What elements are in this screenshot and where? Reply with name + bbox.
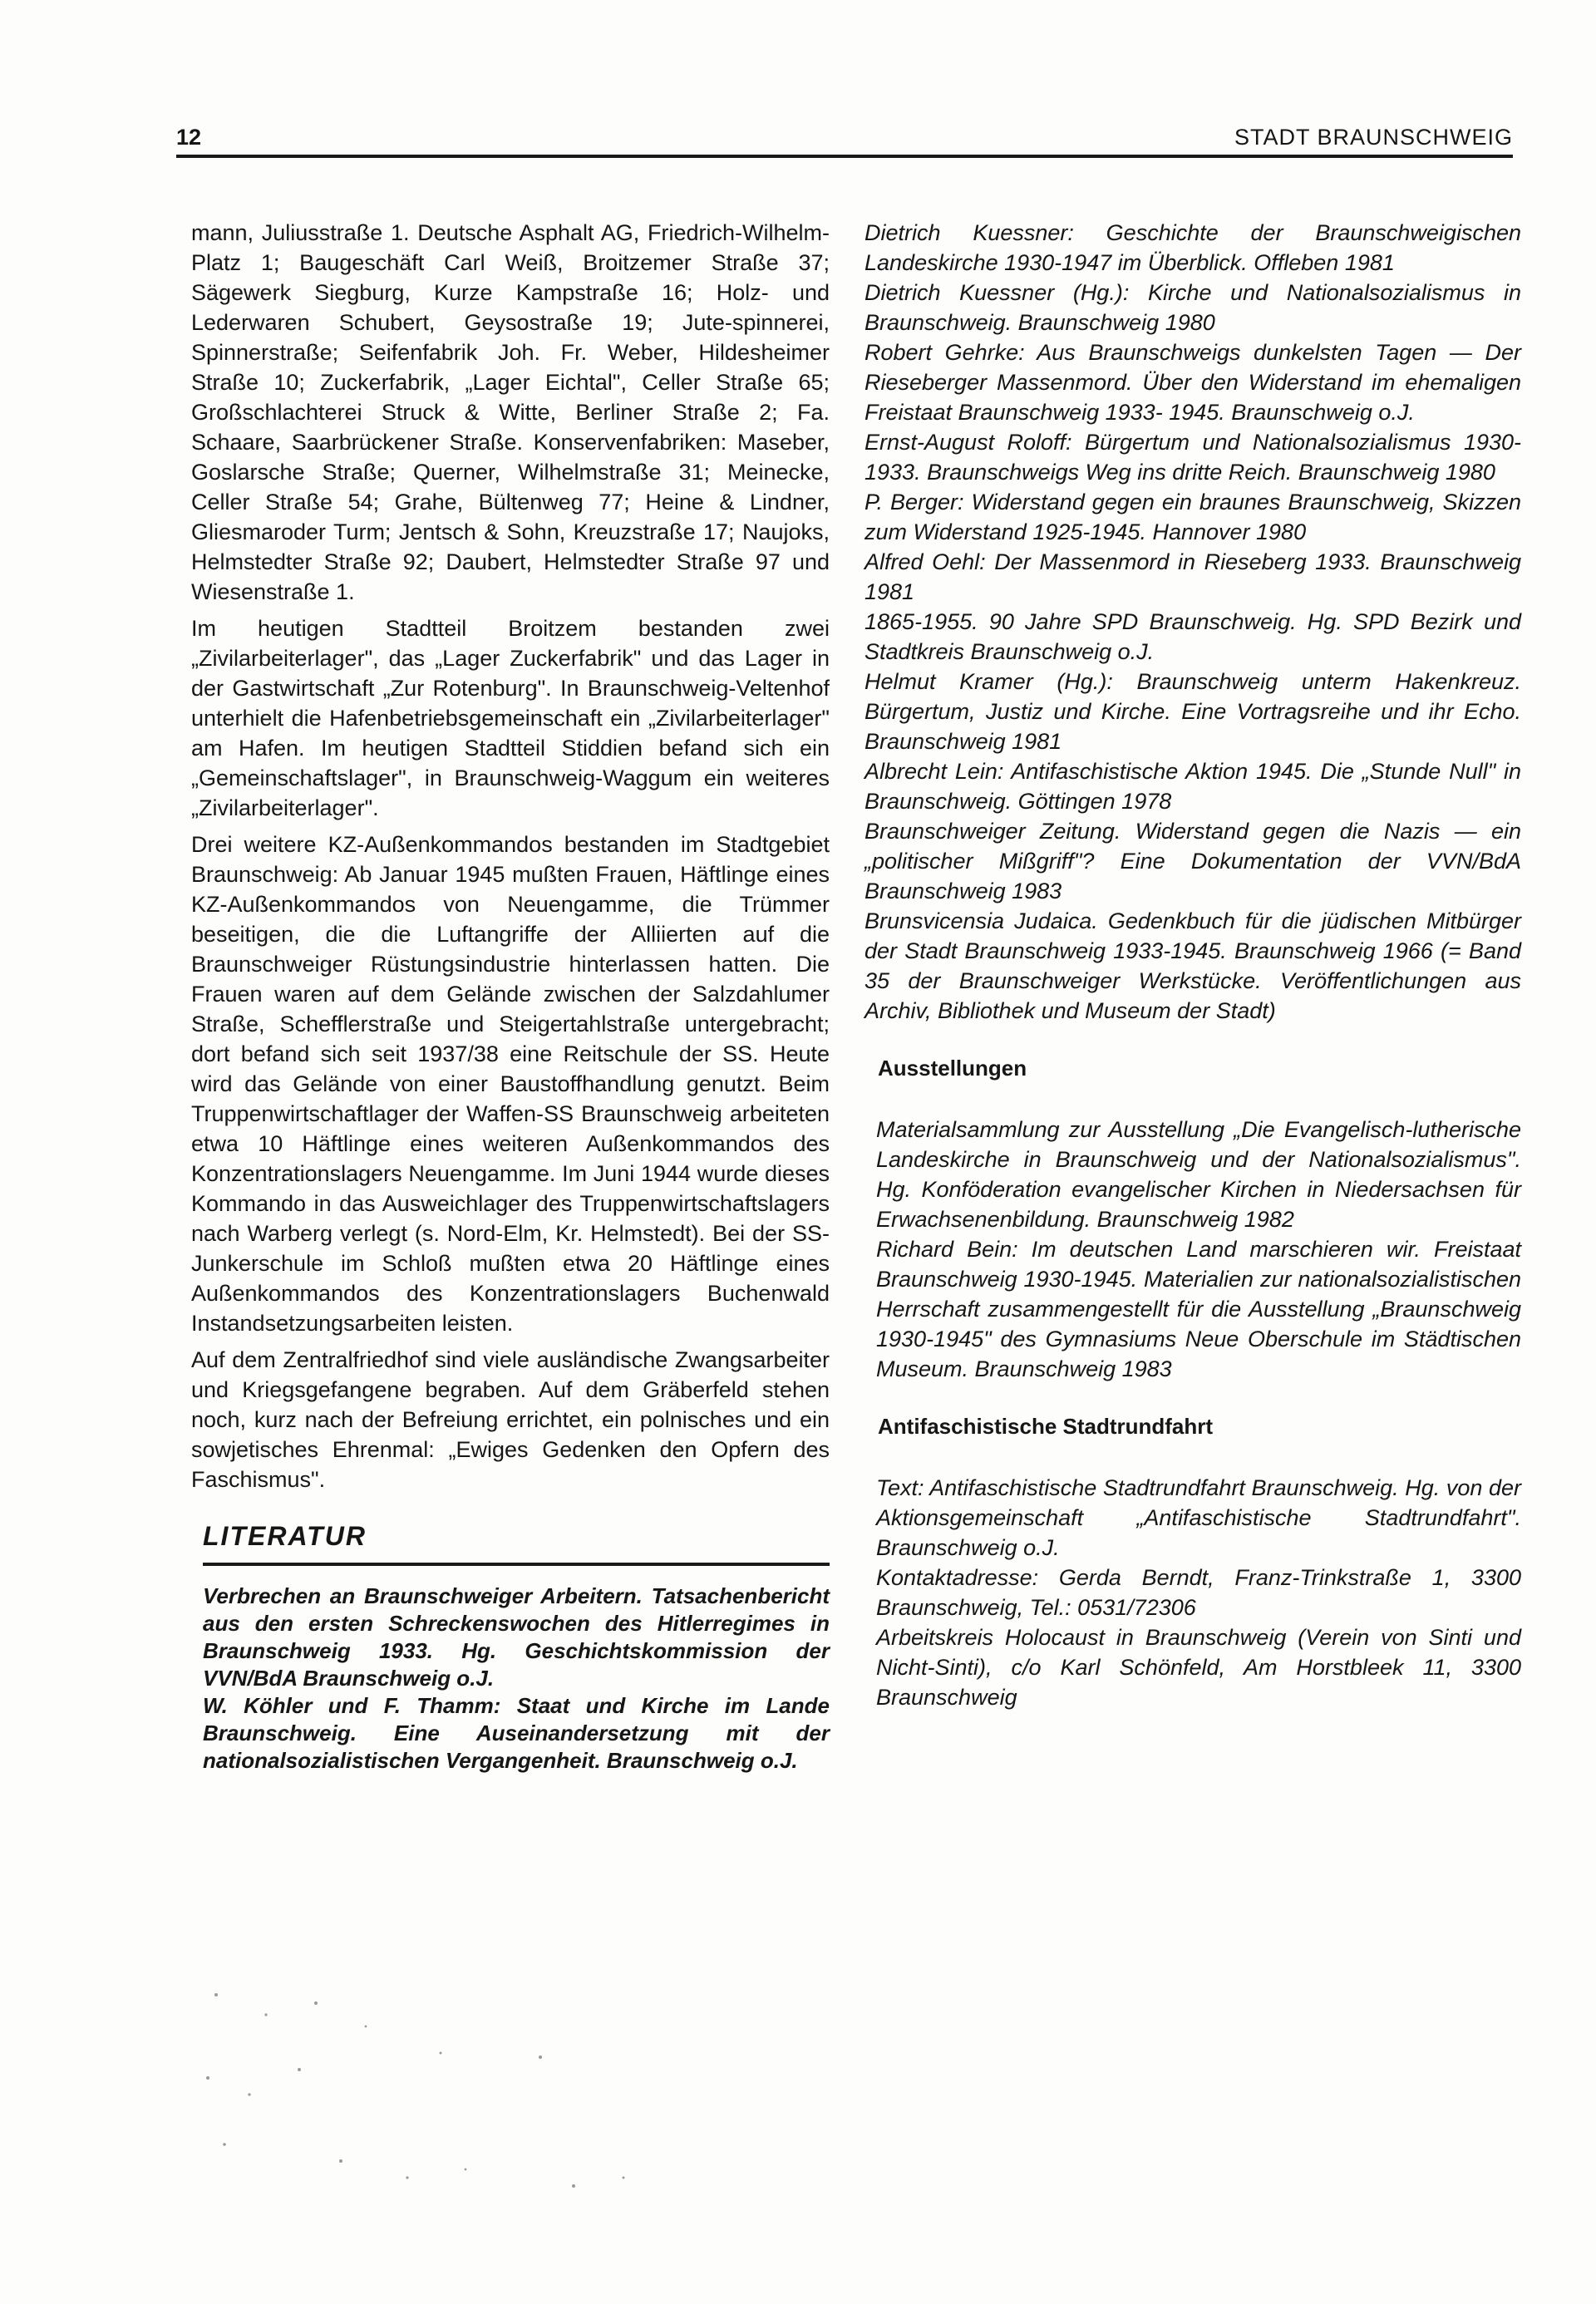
bibliography-entry: Robert Gehrke: Aus Braunschweigs dunkelsten Tagen — Der Rieseberger Massenmord. Über den Widerstand im ehemaligen Freistaat Braunschweig 1933- 1945. Braunschweig o.J.	[864, 340, 1521, 425]
tour-heading: Antifaschistische Stadtrundfahrt	[878, 1414, 1214, 1439]
literature-rule	[203, 1563, 830, 1566]
left-column	[191, 218, 830, 1775]
header-rule	[176, 155, 1513, 158]
right-column	[864, 218, 1521, 1712]
bibliography-entry: Albrecht Lein: Antifaschistische Aktion 1945. Die „Stunde Null" in Braunschweig. Göttingen 1978	[864, 759, 1521, 814]
bibliography-entry: Dietrich Kuessner: Geschichte der Braunschweigischen Landeskirche 1930-1947 im Überblick. Offleben 1981	[864, 220, 1521, 275]
bibliography-entry: Dietrich Kuessner (Hg.): Kirche und Nationalsozialismus in Braunschweig. Braunschweig 1980	[864, 280, 1521, 335]
exhibition-entry: Richard Bein: Im deutschen Land marschieren wir. Freistaat Braunschweig 1930-1945. Materialien zur nationalsozialistischen Herrschaft zusammengestellt für die Ausstellung „Braunschweig 1930-1945" des Gymnasiums Neue Oberschule im Städtischen Museum. Braunschweig 1983	[876, 1237, 1521, 1381]
page-number: 12	[176, 125, 202, 150]
exhibitions-section	[864, 1115, 1521, 1384]
tour-entry: Arbeitskreis Holocaust in Braunschweig (Verein von Sinti und Nicht-Sinti), c/o Karl Schönfeld, Am Horstbleek 11, 3300 Braunschweig	[876, 1625, 1521, 1710]
paragraph: Auf dem Zentralfriedhof sind viele ausländische Zwangsarbeiter und Kriegsgefangene begraben. Auf dem Gräberfeld stehen noch, kurz nach der Befreiung errichtet, ein polnisches und ein sowjetisches Ehrenmal: „Ewiges Gedenken den Opfern des Faschismus".	[191, 1347, 830, 1492]
page-header	[176, 116, 1513, 156]
bibliography-entry: Alfred Oehl: Der Massenmord in Rieseberg 1933. Braunschweig 1981	[864, 549, 1521, 604]
running-title: STADT BRAUNSCHWEIG	[1234, 125, 1513, 150]
paragraph: Im heutigen Stadtteil Broitzem bestanden zwei „Zivilarbeiterlager", das „Lager Zuckerfabrik" und das Lager in der Gastwirtschaft „Zur Rotenburg". In Braunschweig-Veltenhof unterhielt die Hafenbetriebsgemeinschaft ein „Zivilarbeiterlager" am Hafen. Im heutigen Stadtteil Stiddien befand sich ein „Gemeinschaftslager", in Braunschweig-Waggum ein weiteres „Zivilarbeiterlager".	[191, 616, 830, 820]
bibliography-entry: Braunschweiger Zeitung. Widerstand gegen die Nazis — ein „politischer Mißgriff"? Eine Dokumentation der VVN/BdA Braunschweig 1983	[864, 819, 1521, 903]
literature-entry: W. Köhler und F. Thamm: Staat und Kirche im Lande Braunschweig. Eine Auseinandersetzung mit der nationalsozialistischen Vergangenheit. Braunschweig o.J.	[203, 1693, 830, 1773]
paragraph: mann, Juliusstraße 1. Deutsche Asphalt AG, Friedrich-Wilhelm-Platz 1; Baugeschäft Carl Weiß, Broitzemer Straße 37; Sägewerk Siegburg, Kurze Kampstraße 16; Holz- und Lederwaren Schubert, Geysostraße 19; Jute-spinnerei, Spinnerstraße; Seifenfabrik Joh. Fr. Weber, Hildesheimer Straße 10; Zuckerfabrik, „Lager Eichtal", Celler Straße 65; Großschlachterei Struck & Witte, Berliner Straße 2; Fa. Schaare, Saarbrückener Straße. Konservenfabriken: Maseber, Goslarsche Straße; Querner, Wilhelmstraße 31; Meinecke, Celler Straße 54; Grahe, Bültenweg 77; Heine & Lindner, Gliesmaroder Turm; Jentsch & Sohn, Kreuzstraße 17; Naujoks, Helmstedter Straße 92; Daubert, Helmstedter Straße 97 und Wiesenstraße 1.	[191, 220, 830, 604]
bibliography-entry: Brunsvicensia Judaica. Gedenkbuch für die jüdischen Mitbürger der Stadt Braunschweig 1933-1945. Braunschweig 1966 (= Band 35 der Braunschweiger Werkstücke. Veröffentlichungen aus Archiv, Bibliothek und Museum der Stadt)	[864, 908, 1521, 1023]
scan-noise	[191, 1978, 773, 2211]
tour-entry: Text: Antifaschistische Stadtrundfahrt Braunschweig. Hg. von der Aktionsgemeinschaft „Antifaschistische Stadtrundfahrt". Braunschweig o.J.	[876, 1475, 1521, 1560]
tour-section	[864, 1473, 1521, 1712]
bibliography-entry: P. Berger: Widerstand gegen ein braunes Braunschweig, Skizzen zum Widerstand 1925-1945. Hannover 1980	[864, 490, 1521, 544]
bibliography-entry: Ernst-August Roloff: Bürgertum und Nationalsozialismus 1930-1933. Braunschweigs Weg ins dritte Reich. Braunschweig 1980	[864, 430, 1521, 485]
exhibition-entry: Materialsammlung zur Ausstellung „Die Evangelisch-lutherische Landeskirche in Braunschweig und der Nationalsozialismus". Hg. Konföderation evangelischer Kirchen in Niedersachsen für Erwachsenenbildung. Braunschweig 1982	[876, 1117, 1521, 1232]
literature-heading: LITERATUR	[203, 1521, 367, 1551]
bibliography-entry: 1865-1955. 90 Jahre SPD Braunschweig. Hg. SPD Bezirk und Stadtkreis Braunschweig o.J.	[864, 609, 1521, 664]
paragraph: Drei weitere KZ-Außenkommandos bestanden im Stadtgebiet Braunschweig: Ab Januar 1945 mußten Frauen, Häftlinge eines KZ-Außenkommandos von Neuengamme, die Trümmer beseitigen, die die Luftangriffe der Alliierten auf die Braunschweiger Rüstungsindustrie hinterlassen hatten. Die Frauen waren auf dem Gelände zwischen der Salzdahlumer Straße, Schefflerstraße und Steigertahlstraße untergebracht; dort befand sich seit 1937/38 eine Reitschule der SS. Heute wird das Gelände von einer Baustoffhandlung genutzt. Beim Truppenwirtschaftlager der Waffen-SS Braunschweig arbeiteten etwa 10 Häftlinge eines weiteren Außenkommandos des Konzentrationslagers Neuengamme. Im Juni 1944 wurde dieses Kommando in das Ausweichlager des Truppenwirtschaftslagers nach Warberg verlegt (s. Nord-Elm, Kr. Helmstedt). Bei der SS-Junkerschule im Schloß mußten etwa 20 Häftlinge eines Außenkommandos des Konzentrationslagers Buchenwald Instandsetzungsarbeiten leisten.	[191, 832, 830, 1336]
body-text	[191, 218, 830, 1494]
bibliography-entry: Helmut Kramer (Hg.): Braunschweig unterm Hakenkreuz. Bürgertum, Justiz und Kirche. Eine Vortragsreihe und ihr Echo. Braunschweig 1981	[864, 669, 1521, 754]
exhibitions-heading: Ausstellungen	[878, 1056, 1027, 1081]
literature-entry: Verbrechen an Braunschweiger Arbeitern. Tatsachenbericht aus den ersten Schreckenswochen des Hitlerregimes in Braunschweig 1933. Hg. Geschichtskommission der VVN/BdA Braunschweig o.J.	[203, 1583, 830, 1691]
tour-entry: Kontaktadresse: Gerda Berndt, Franz-Trinkstraße 1, 3300 Braunschweig, Tel.: 0531/72306	[876, 1565, 1521, 1620]
